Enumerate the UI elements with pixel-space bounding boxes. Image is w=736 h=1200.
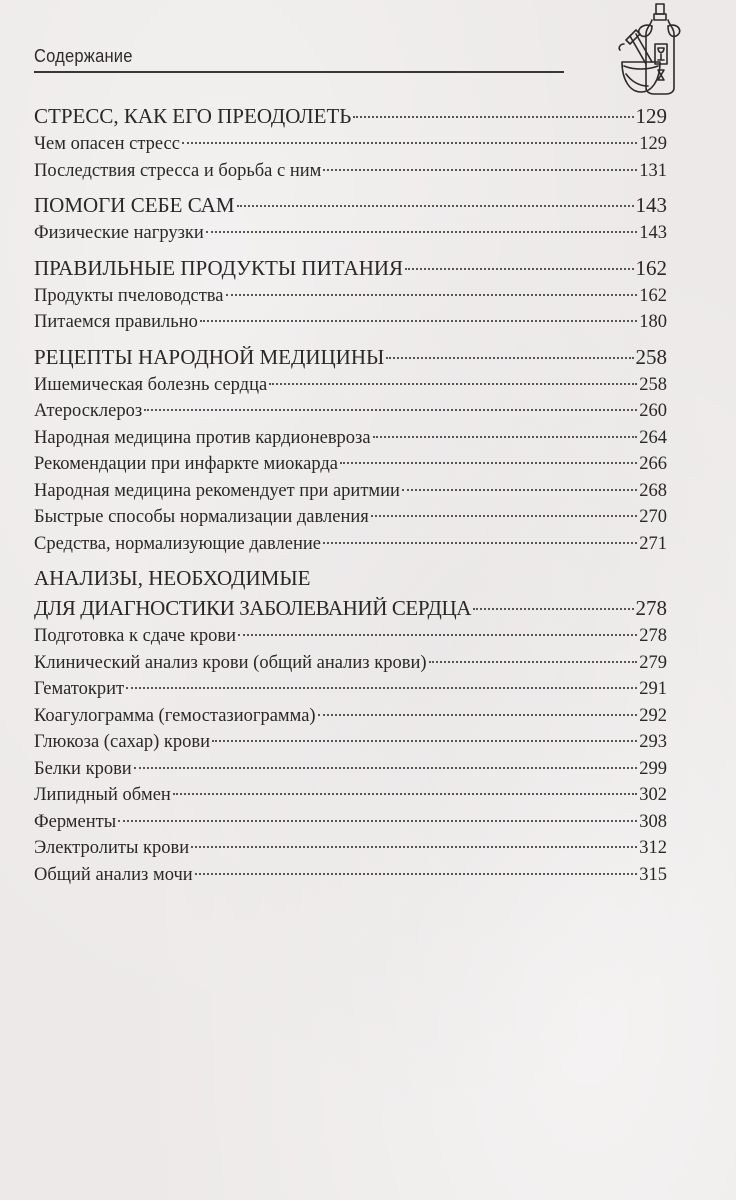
toc-chapter[interactable] [34, 101, 667, 131]
toc-entry-title: Гематокрит [34, 679, 125, 699]
toc-entry-title: Липидный обмен [34, 785, 171, 805]
dot-leader [371, 515, 637, 517]
toc-entry-title: АНАЛИЗЫ, НЕОБХОДИМЫЕ [34, 566, 311, 590]
toc-page-number: 299 [639, 758, 667, 779]
dot-leader [237, 205, 634, 207]
toc-section[interactable] [34, 729, 667, 756]
toc-section[interactable] [34, 835, 667, 862]
toc-page-number: 180 [639, 312, 667, 332]
toc-page-number: 278 [639, 626, 667, 646]
toc-page-number: 129 [635, 104, 667, 128]
toc-page-number: 302 [639, 785, 667, 805]
toc-entry-title: Питаемся правильно [34, 312, 198, 332]
dot-leader [144, 409, 637, 411]
toc-section[interactable] [34, 478, 667, 505]
toc-section[interactable] [34, 425, 667, 452]
toc-chapter[interactable] [34, 190, 667, 220]
page-header [34, 0, 734, 100]
toc-section[interactable] [34, 623, 667, 650]
toc-section[interactable] [34, 650, 667, 677]
toc-section[interactable] [34, 504, 667, 531]
toc-section[interactable] [34, 398, 667, 425]
dot-leader [195, 873, 638, 875]
toc-section[interactable] [34, 372, 667, 399]
toc-entry-title: Рекомендации при инфаркте миокарда [34, 454, 338, 474]
page-title: Содержание [34, 46, 133, 66]
toc-section[interactable] [34, 158, 667, 185]
toc-section[interactable] [34, 283, 667, 310]
toc-page-number: 162 [635, 255, 667, 280]
toc-section[interactable] [34, 531, 667, 558]
toc-entry-title: РЕЦЕПТЫ НАРОДНОЙ МЕДИЦИНЫ [34, 344, 385, 369]
toc-section[interactable] [34, 451, 667, 478]
toc-page-number: 293 [639, 732, 667, 752]
toc-page-number: 291 [639, 679, 667, 699]
toc-entry-title: Коагулограмма (гемостазиограмма) [34, 705, 316, 726]
toc-section[interactable] [34, 309, 667, 336]
dot-leader [173, 793, 637, 795]
dot-leader [405, 268, 633, 270]
dot-leader [126, 687, 637, 689]
toc-section[interactable] [34, 703, 667, 730]
dot-leader [473, 608, 633, 610]
dot-leader [386, 357, 633, 359]
toc-section[interactable] [34, 756, 667, 783]
toc-page-number: 308 [639, 811, 667, 832]
dot-leader [134, 767, 638, 769]
toc-page-number: 143 [639, 223, 667, 243]
toc-page-number: 279 [639, 652, 667, 673]
toc-page-number: 258 [635, 344, 667, 369]
toc-section[interactable] [34, 809, 667, 836]
toc-entry-title: Атеросклероз [34, 401, 143, 421]
toc-page-number: 271 [639, 533, 667, 554]
dot-leader [402, 489, 637, 491]
toc-entry-title: Клинический анализ крови (общий анализ крови) [34, 652, 427, 673]
toc-page-number: 268 [639, 480, 667, 501]
toc-entry-title: Народная медицина против кардионевроза [34, 427, 371, 448]
toc-entry-title: Продукты пчеловодства [34, 285, 224, 306]
toc-page-number: 312 [639, 838, 667, 858]
dot-leader [191, 846, 637, 848]
toc-chapter-first-line[interactable] [34, 563, 667, 593]
toc-page-number: 131 [639, 160, 667, 181]
dot-leader [373, 436, 638, 438]
dot-leader [323, 542, 637, 544]
toc-entry-title: ПОМОГИ СЕБЕ САМ [34, 193, 235, 217]
toc-page-number: 264 [639, 427, 667, 448]
dot-leader [323, 169, 637, 171]
dot-leader [318, 714, 638, 716]
toc-entry-title: Белки крови [34, 758, 132, 779]
toc-entry-title: Подготовка к сдаче крови [34, 626, 236, 646]
dot-leader [182, 142, 637, 144]
dot-leader [269, 383, 637, 385]
toc-section[interactable] [34, 220, 667, 247]
toc-page-number: 260 [639, 401, 667, 421]
toc-chapter[interactable] [34, 253, 667, 283]
dot-leader [226, 294, 638, 296]
toc-section[interactable] [34, 131, 667, 158]
toc-entry-title: Быстрые способы нормализации давления [34, 507, 369, 527]
toc-page-number: 315 [639, 864, 667, 885]
toc-entry-title: ДЛЯ ДИАГНОСТИКИ ЗАБОЛЕВАНИЙ СЕРДЦА [34, 596, 472, 620]
mortar-and-bottle-icon [564, 0, 704, 100]
toc-section[interactable] [34, 782, 667, 809]
toc-entry-title: Физические нагрузки [34, 223, 204, 243]
toc-entry-title: Ишемическая болезнь сердца [34, 374, 268, 395]
dot-leader [212, 740, 637, 742]
toc-chapter[interactable] [34, 342, 667, 372]
toc-entry-title: Ферменты [34, 811, 117, 832]
dot-leader [340, 462, 637, 464]
toc-entry-title: СТРЕСС, КАК ЕГО ПРЕОДОЛЕТЬ [34, 104, 352, 128]
toc-page-number: 292 [639, 705, 667, 726]
toc-entry-title: Общий анализ мочи [34, 864, 193, 885]
dot-leader [206, 231, 637, 233]
header-divider [34, 71, 564, 73]
toc-entry-title: Последствия стресса и борьба с ним [34, 160, 322, 181]
toc-page-number: 143 [635, 193, 667, 217]
toc-page-number: 266 [639, 454, 667, 474]
toc-entry-title: Глюкоза (сахар) крови [34, 732, 210, 752]
toc-page-number: 258 [639, 374, 667, 395]
toc-entry-title: Средства, нормализующие давление [34, 533, 321, 554]
dot-leader [353, 116, 633, 118]
toc-entry-title: Народная медицина рекомендует при аритмии [34, 480, 400, 501]
toc-entry-title: ПРАВИЛЬНЫЕ ПРОДУКТЫ ПИТАНИЯ [34, 255, 404, 280]
dot-leader [200, 320, 637, 322]
toc-chapter[interactable] [34, 593, 667, 623]
dot-leader [429, 661, 638, 663]
dot-leader [118, 820, 637, 822]
toc-entry-title: Электролиты крови [34, 838, 190, 858]
toc-page-number: 278 [635, 596, 667, 620]
toc-section[interactable] [34, 862, 667, 889]
toc-page-number: 129 [639, 134, 667, 154]
toc-entry-title: Чем опасен стресс [34, 134, 180, 154]
toc-page-number: 162 [639, 285, 667, 306]
toc-page-number: 270 [639, 507, 667, 527]
dot-leader [238, 634, 637, 636]
toc-section[interactable] [34, 676, 667, 703]
table-of-contents [34, 101, 667, 888]
